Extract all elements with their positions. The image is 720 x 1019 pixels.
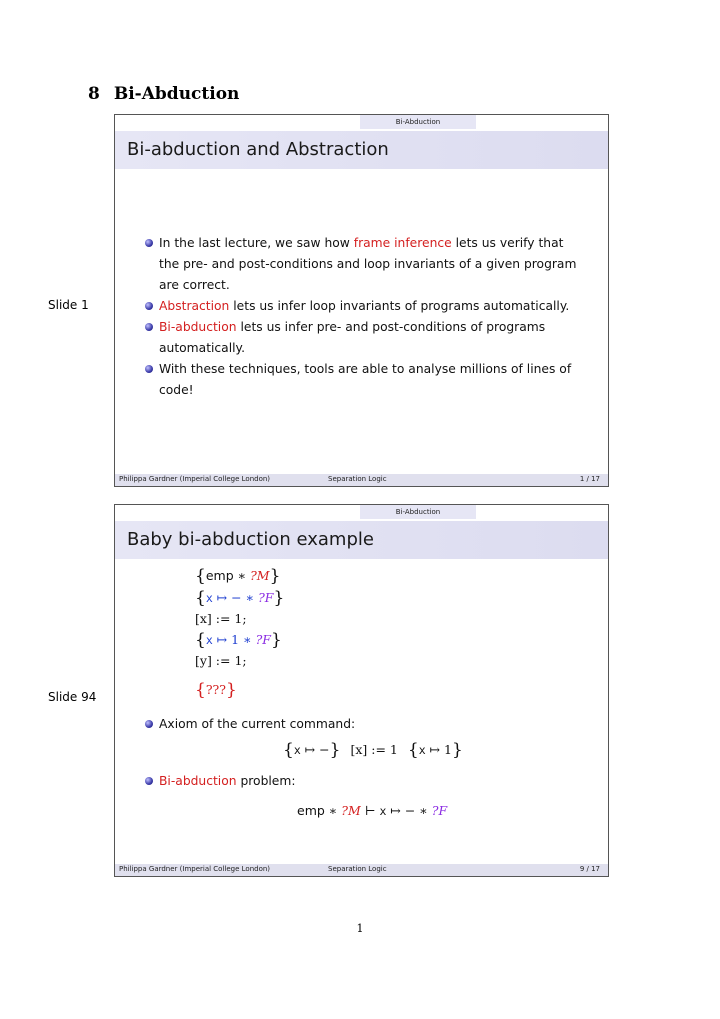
code-line-6: {???} <box>195 680 237 700</box>
section-heading: Bi-Abduction <box>113 84 240 104</box>
footer-author: Philippa Gardner (Imperial College London) <box>119 475 271 483</box>
code-line-3: [x] := 1; <box>195 611 247 626</box>
slide-title: Baby bi-abduction example <box>127 529 374 550</box>
bullet-icon <box>145 777 153 785</box>
bullet-icon <box>145 239 153 247</box>
slide-footer <box>115 864 608 876</box>
page-number: 1 <box>356 922 364 935</box>
slide-94 <box>114 504 609 877</box>
code-line-1: {emp ∗ ?M} <box>195 566 281 586</box>
footer-author: Philippa Gardner (Imperial College London) <box>119 865 271 873</box>
code-line-2: {x ↦ − ∗ ?F} <box>195 588 285 608</box>
code-line-4: {x ↦ 1 ∗ ?F} <box>195 630 282 650</box>
slide-94-bullet-1 <box>145 714 586 735</box>
slide-header-strip <box>115 505 608 519</box>
slide-1-bullets <box>145 233 586 401</box>
bullet-item: With these techniques, tools are able to analyse millions of lines of code! <box>145 359 586 401</box>
bullet-item: In the last lecture, we saw how frame inference lets us verify that the pre- and post-conditions and loop invariants of a given program are correct. <box>145 233 586 296</box>
bullet-item: Axiom of the current command: <box>145 714 586 735</box>
section-title <box>88 84 239 104</box>
slide-footer <box>115 474 608 486</box>
bullet-icon <box>145 323 153 331</box>
footer-page: 9 / 17 <box>579 865 600 873</box>
slide-title-bar <box>115 521 608 559</box>
bullet-icon <box>145 720 153 728</box>
slide-header-label: Bi-Abduction <box>360 115 476 129</box>
axiom-formula: {x ↦ −} [x] := 1 {x ↦ 1} <box>283 740 463 760</box>
slide-title: Bi-abduction and Abstraction <box>127 139 389 160</box>
bullet-item: Bi-abduction lets us infer pre- and post-conditions of programs automatically. <box>145 317 586 359</box>
footer-course: Separation Logic <box>328 865 387 873</box>
slide-header-label: Bi-Abduction <box>360 505 476 519</box>
bullet-item: Abstraction lets us infer loop invariants of programs automatically. <box>145 296 586 317</box>
section-number: 8 <box>88 84 100 104</box>
bullet-item: Bi-abduction problem: <box>145 771 586 792</box>
biabduction-problem: emp ∗ ?M ⊢ x ↦ − ∗ ?F <box>297 803 448 818</box>
bullet-icon <box>145 365 153 373</box>
slide-label-94: Slide 94 <box>48 690 97 704</box>
footer-course: Separation Logic <box>328 475 387 483</box>
slide-header-strip <box>115 115 608 129</box>
slide-label-1: Slide 1 <box>48 298 89 312</box>
slide-title-bar <box>115 131 608 169</box>
slide-94-bullet-2 <box>145 771 586 792</box>
bullet-icon <box>145 302 153 310</box>
code-line-5: [y] := 1; <box>195 653 247 668</box>
slide-1 <box>114 114 609 487</box>
footer-page: 1 / 17 <box>579 475 600 483</box>
